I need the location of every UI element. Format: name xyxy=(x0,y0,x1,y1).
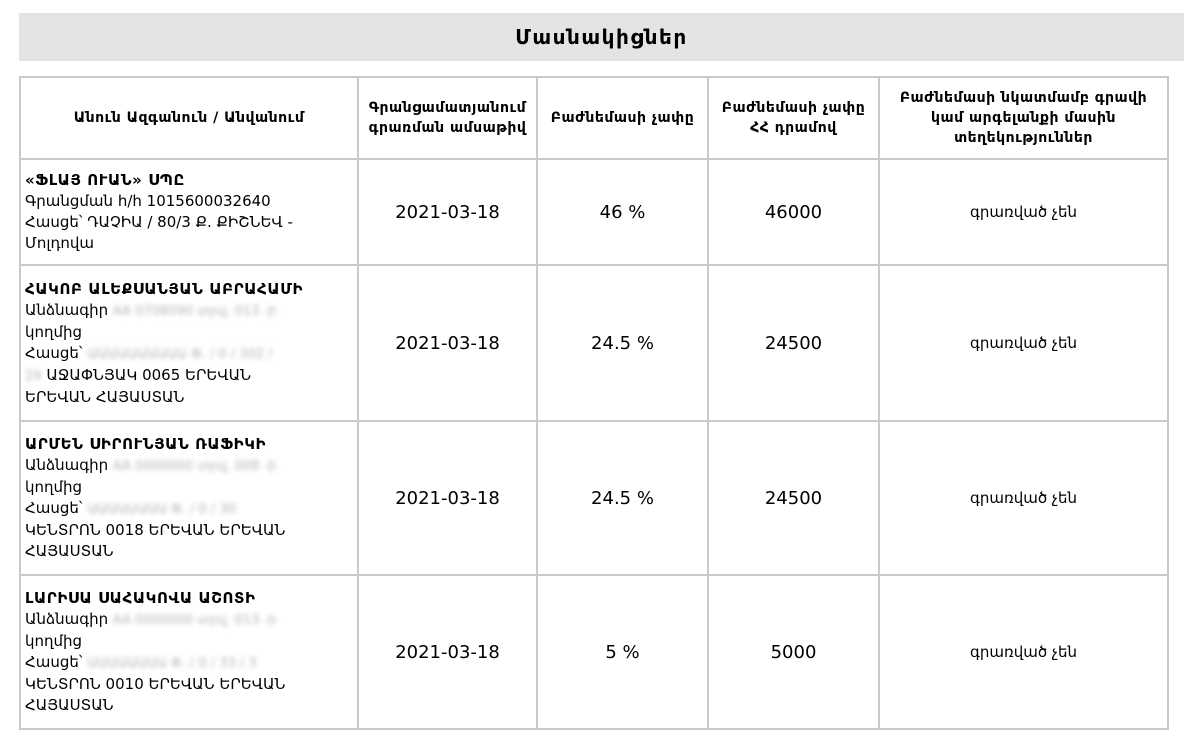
address-redacted-2: 29 xyxy=(25,368,42,384)
address-main: ԿԵՆՏՐՈՆ 0018 ԵՐԵՎԱՆ ԵՐԵՎԱՆ xyxy=(25,521,286,539)
passport-line xyxy=(25,300,353,322)
table-row xyxy=(20,421,1168,575)
share-amd: 24500 xyxy=(708,421,879,575)
owner-cell xyxy=(20,159,358,265)
owner-name: ՀԱԿՈԲ ԱԼԵՔՍԱՆՅԱՆ ԱԲՐԱՀԱՄԻ xyxy=(25,279,304,298)
owner-address xyxy=(25,212,353,233)
share-amd: 5000 xyxy=(708,575,879,729)
partners-table xyxy=(19,76,1169,730)
share-percent: 5 % xyxy=(537,575,708,729)
address-label: Հասցե՝ xyxy=(25,499,83,517)
registration-number: Գրանցման h/h 1015600032640 xyxy=(25,192,271,210)
record-date: 2021-03-18 xyxy=(358,265,537,421)
address-redacted: ԱԱԱԱԱԱԱԱ Փ. / 0 / 30 xyxy=(87,502,236,517)
share-amd: 46000 xyxy=(708,159,879,265)
address-redacted: ԱԱԱԱԱԱԱԱ Փ. / 0 / 33 / 3 xyxy=(87,656,257,671)
passport-line xyxy=(25,455,353,477)
owner-name: ԼԱՐԻՍԱ ՍԱՀԱԿՈՎԱ ԱՇՈՏԻ xyxy=(25,589,256,607)
owner-cell xyxy=(20,575,358,729)
column-header-share-percent: Բաժնեմասի չափը xyxy=(537,77,708,159)
address-redacted: ԱԱԱԱԱԱԱԱԱԱ Փ. / 0 / 302 / xyxy=(87,346,273,362)
address-label: Հասցե՝ xyxy=(25,213,83,231)
column-header-pledge-info: Բաժնեմասի նկատմամբ գրավի կամ արգելանքի մասին տեղեկություններ xyxy=(879,77,1168,159)
passport-number-redacted: AA 0000000 տրվ. 013 -ի xyxy=(112,613,277,628)
record-date: 2021-03-18 xyxy=(358,421,537,575)
address-main: ԱՋԱՓՆՅԱԿ 0065 ԵՐԵՎԱՆ xyxy=(46,365,252,384)
passport-issuer-suffix: կողմից xyxy=(25,632,83,650)
address-main: ԴԱՉԻԱ / 80/3 Ք. ՔԻՇՆԵՎ - xyxy=(87,213,293,231)
address-main: ԿԵՆՏՐՈՆ 0010 ԵՐԵՎԱՆ ԵՐԵՎԱՆ xyxy=(25,675,286,693)
column-header-date: Գրանցամատյանում գրառման ամսաթիվ xyxy=(358,77,537,159)
owner-address xyxy=(25,498,353,520)
address-tail: Մոլդովա xyxy=(25,234,95,252)
table-row xyxy=(20,265,1168,421)
pledge-info: գրառված չեն xyxy=(879,159,1168,265)
owner-name: ԱՐՄԵՆ ՍԻՐՈՒՆՅԱՆ ՌԱՖԻԿԻ xyxy=(25,435,267,453)
passport-issuer-suffix: կողմից xyxy=(25,322,83,341)
share-amd: 24500 xyxy=(708,265,879,421)
record-date: 2021-03-18 xyxy=(358,575,537,729)
passport-number-redacted: AA 0000000 տրվ. 008 -ի xyxy=(112,459,277,474)
address-tail: ԵՐԵՎԱՆ ՀԱՅԱՍՏԱՆ xyxy=(25,387,185,406)
owner-name: «ՖԼԱՅ ՈՒԱՆ» ՍՊԸ xyxy=(25,171,185,189)
owner-cell xyxy=(20,265,358,421)
passport-line xyxy=(25,609,353,631)
address-tail: ՀԱՅԱՍՏԱՆ xyxy=(25,696,114,714)
share-percent: 46 % xyxy=(537,159,708,265)
address-label: Հասցե՝ xyxy=(25,343,83,362)
table-row xyxy=(20,575,1168,729)
address-tail: ՀԱՅԱՍՏԱՆ xyxy=(25,542,114,560)
owner-address xyxy=(25,652,353,674)
passport-label: Անձնագիր xyxy=(25,300,109,319)
share-percent: 24.5 % xyxy=(537,421,708,575)
column-header-name: Անուն Ազգանուն / Անվանում xyxy=(20,77,358,159)
passport-issuer-suffix: կողմից xyxy=(25,478,83,496)
passport-number-redacted: AA 0708090 տրվ. 013 -ի xyxy=(112,303,277,319)
passport-label: Անձնագիր xyxy=(25,610,109,628)
record-date: 2021-03-18 xyxy=(358,159,537,265)
address-label: Հասցե՝ xyxy=(25,653,83,671)
address-main-line xyxy=(25,365,353,387)
owner-address xyxy=(25,343,353,365)
pledge-info: գրառված չեն xyxy=(879,421,1168,575)
table-header-row xyxy=(20,77,1168,159)
table-row xyxy=(20,159,1168,265)
column-header-share-amd: Բաժնեմասի չափը ՀՀ դրամով xyxy=(708,77,879,159)
pledge-info: գրառված չեն xyxy=(879,575,1168,729)
page-title: Մասնակիցներ xyxy=(19,13,1184,61)
share-percent: 24.5 % xyxy=(537,265,708,421)
pledge-info: գրառված չեն xyxy=(879,265,1168,421)
passport-label: Անձնագիր xyxy=(25,456,109,474)
owner-cell xyxy=(20,421,358,575)
